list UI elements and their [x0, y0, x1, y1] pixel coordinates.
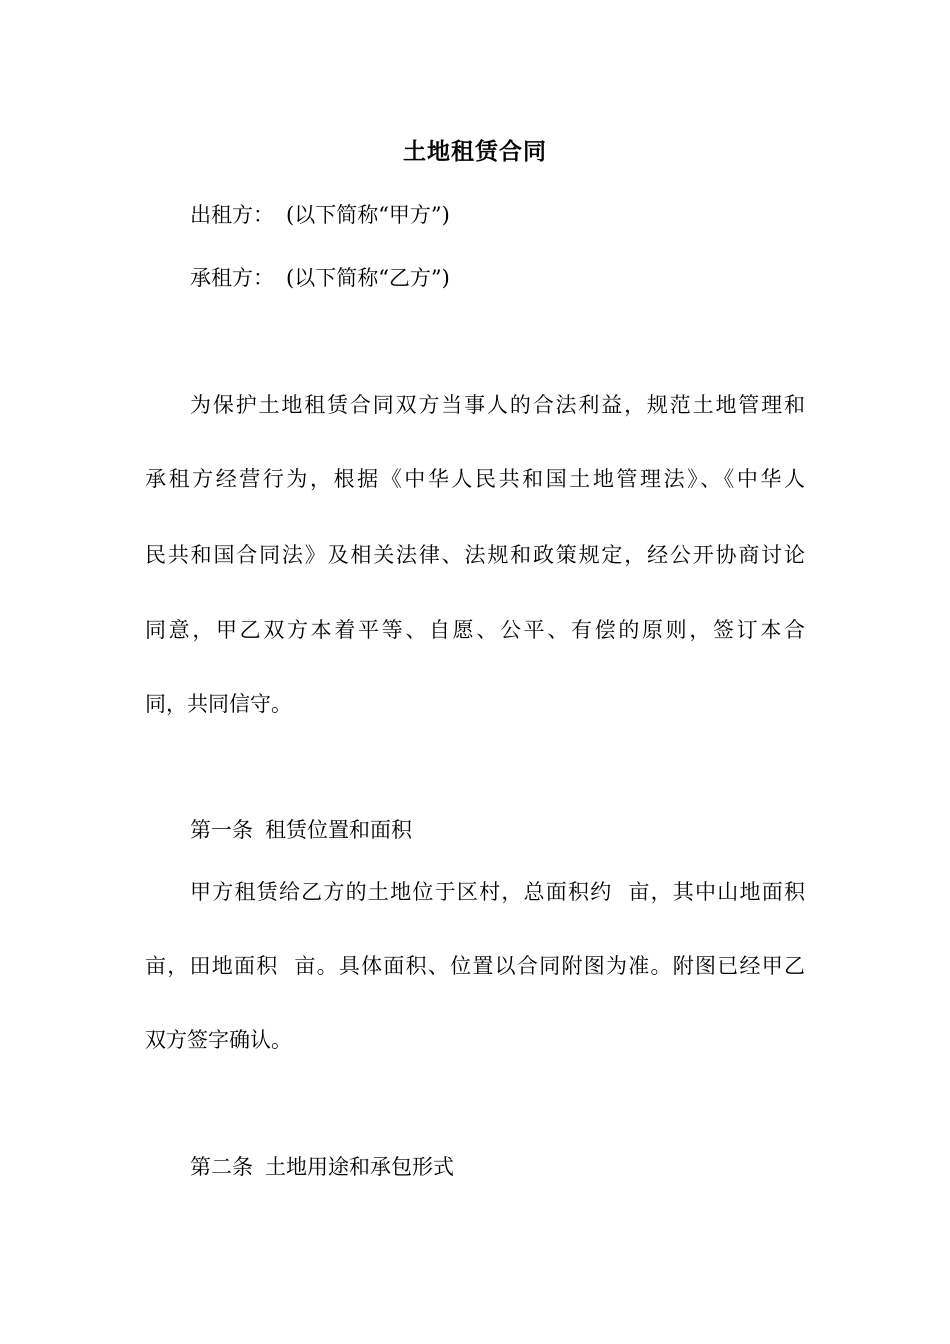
lessee-note: (以下简称“乙方”) [286, 266, 450, 290]
preamble-line: 民共和国合同法》及相关法律、法规和政策规定，经公开协商讨论 [145, 543, 805, 567]
preamble-line: 为保护土地租赁合同双方当事人的合法利益，规范土地管理和 [190, 393, 805, 417]
lessor-note: (以下简称“甲方”) [286, 203, 450, 227]
preamble-line: 同，共同信守。 [145, 692, 292, 716]
article1-line: 双方签字确认。 [145, 1028, 292, 1052]
lessee-line [190, 263, 450, 293]
article1-line: 甲方租赁给乙方的土地位于区村，总面积约 亩，其中山地面积 [190, 880, 805, 904]
article1-line: 亩，田地面积 亩。具体面积、位置以合同附图为准。附图已经甲乙 [145, 954, 805, 978]
preamble-line: 承租方经营行为，根据《中华人民共和国土地管理法》、《中华人 [145, 467, 805, 491]
lessee-label: 承租方： [190, 266, 274, 290]
article1-number: 第一条 [190, 818, 253, 842]
lessor-label: 出租方： [190, 203, 274, 227]
article2-title: 土地用途和承包形式 [265, 1155, 454, 1179]
document-title: 土地租赁合同 [403, 138, 547, 165]
preamble-line: 同意，甲乙双方本着平等、自愿、公平、有偿的原则，签订本合 [145, 618, 805, 642]
article1-title: 租赁位置和面积 [265, 818, 412, 842]
lessor-line [190, 200, 450, 230]
article2-heading [190, 1152, 454, 1182]
article1-heading [190, 815, 412, 845]
article2-number: 第二条 [190, 1155, 253, 1179]
